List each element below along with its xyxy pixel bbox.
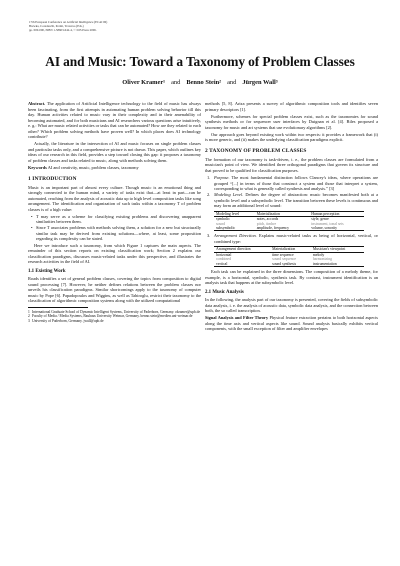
item-number: 3. xyxy=(207,233,211,239)
paragraph: In the following, the analysis part of our taxonomy is presented, covering the fields of subsymbolic data analysis, i. e. the analysis of acoustic data, symbolic data analysis, and the connection between both, the so called transcription. xyxy=(205,297,378,314)
footnote-divider xyxy=(28,307,88,308)
keywords-label: Keywords xyxy=(28,165,47,171)
conference-line: pp. 000-000, ISBN 1-58603-642-4, © IOS Press 2006. xyxy=(29,28,97,33)
item-text: The most fundamental distinction follows Clancey's ideas, where operations are grouped “[...] in terms of those that construct a system and those that interpret a system, corresponding to what is generally called synthesis and analysis.” [3] xyxy=(214,174,378,192)
table-header-cell: Human perception xyxy=(309,211,364,216)
paragraph: The formation of our taxonomy is task-driven, i. e., the problem classes are formulated from a musician's point of view. We identified three orthogonal paradigms that govern its structure and that proved to be qualified for classification purposes. xyxy=(205,156,378,173)
abstract-label: Abstract. xyxy=(28,101,46,106)
list-item-text: Since T associates problems with methods solving them, a solution for a new but structurally similar task may be derived from existing solutions—where, at least, some proposition regarding its complexity can be stated. xyxy=(36,225,201,242)
table-cell: subsymbolic xyxy=(214,226,255,231)
section-heading: 2 TAXONOMY OF PROBLEM CLASSES xyxy=(205,147,307,154)
footnote-marker: 1 xyxy=(28,309,30,314)
paragraph: Furthermore, schemes for special problem classes exist, such as the taxonomies for sound synthesis methods or for sequencer user interfaces by Duignan et al. [4]. Biles proposed a taxonomy for music and art systems that use evolutionary algorithms [2]. xyxy=(205,113,378,130)
conference-line: Brewka, Coradeschi, Perini, Traverso (Eds.) xyxy=(29,24,84,29)
item-label: Arrangement Direction. xyxy=(214,233,257,239)
table-cell: time sequence xyxy=(272,252,294,257)
item-label: Modeling Level. xyxy=(214,192,244,198)
table-cell: amplitude, frequency xyxy=(255,226,310,231)
bullet-icon: • xyxy=(31,213,33,219)
table-cell: sound sequence xyxy=(272,257,297,262)
author-name: Benno Stein² xyxy=(186,79,222,86)
author-conjunction: and xyxy=(171,79,181,86)
paragraph xyxy=(205,315,378,332)
table-header-cell: Materialization xyxy=(270,247,311,252)
author-name: Jürgen Wall³ xyxy=(242,79,278,86)
right-column xyxy=(205,101,378,334)
table-cell: combined xyxy=(216,257,231,262)
subsection-heading: 2.1 Music Analysis xyxy=(205,289,244,295)
subsection-heading: 1.1 Existing Work xyxy=(28,268,66,274)
table-cell: sound xyxy=(216,221,226,226)
paragraph: Each task can be explained in the three dimensions. The composition of a melody theme, for example, is a horizontal, symbolic, synthesis task. By contrast, instrument identification is an analysis task that happens at the subsymbolic level. xyxy=(205,269,378,286)
list-item-text: T may serve as a scheme for classifying existing problems and discovering unapparent similarities between them. xyxy=(36,213,201,225)
keywords xyxy=(28,165,201,171)
table-cell: harmonizing xyxy=(312,257,333,262)
left-column xyxy=(28,101,201,323)
list-item xyxy=(31,214,201,225)
table-cell: horizontal xyxy=(216,252,232,257)
section-heading: 1 INTRODUCTION xyxy=(28,175,77,182)
table-header-cell: Arrangement direction xyxy=(214,247,270,252)
table-cell: melody xyxy=(312,252,325,257)
author-conjunction: and xyxy=(227,79,237,86)
table-cell: pitch, timbre xyxy=(256,221,277,226)
table-row xyxy=(214,226,364,231)
conference-header xyxy=(29,20,229,32)
abstract-text: The application of Artificial Intelligence technology to the field of music has always been fascinating, from the first attempts in automating human problem solving behavior till this day. Human activities related to music vary in their complexity and in their amenability of becoming automated, and for both musicians and AI researchers various questions arise intuitively, e. g.: What are music related activities or tasks that can be automated? How are they related to each other? Which problem solving methods have proven well? In which places does AI technology contribute? xyxy=(28,101,201,140)
paragraph: Music is an important part of almost every culture. Though music is an emotional thing and strongly connected to the human mind, a variety of tasks exist that—at least in part—can be automated, reaching from the analysis of acoustic data up to high level composition tasks like song arrangement. The identification and organization of such tasks within a taxonomy T of problem classes is of a high value: xyxy=(28,184,201,212)
table-cell: symbolic xyxy=(216,217,230,222)
keywords-text: AI and creativity, music, problem classes, taxonomy xyxy=(47,165,139,171)
paragraph: Here we introduce such a taxonomy, from which Figure 1 captures the main aspects. The remainder of this section reports on existing classification work; Section 2 explains our classification paradigms, discusses music-related tasks under this perspective, and illustrates the research activities in the field of AI. xyxy=(28,242,201,265)
footnote-marker: 2 xyxy=(28,314,30,319)
author-name: Oliver Kramer¹ xyxy=(122,79,166,86)
author-list xyxy=(20,79,380,86)
numbered-item xyxy=(205,175,378,192)
item-text: Explains music-related tasks as being of horizontal, vertical, or combined type: xyxy=(214,233,378,244)
table-cell: notes, accords xyxy=(256,217,279,222)
modeling-level-table xyxy=(214,211,364,232)
paper-title: AI and Music: Toward a Taxonomy of Problem Classes xyxy=(45,54,355,69)
table-cell: sound synthesis xyxy=(270,262,311,267)
item-label: Purpose. xyxy=(214,174,230,180)
abstract xyxy=(28,101,201,140)
item-number: 1. xyxy=(207,174,211,180)
footnote-text: University of Paderborn, Germany. jwall@upb.de xyxy=(32,318,104,323)
footnote-text: Faculty of Media / Media Systems, Bauhaus University Weimar, Germany. benno.stein@medien.uni-weimar.de xyxy=(32,314,193,319)
table-header-row xyxy=(214,247,364,252)
item-text: Defines the degree of abstraction: music becomes manifested both at a symbolic level and a subsymbolic level. The transition between these levels is continuous and may form an additional level of sound: xyxy=(214,192,379,209)
footnote-marker: 3 xyxy=(28,318,30,323)
table-cell: instrumentation xyxy=(311,262,364,267)
paragraph: Our approach goes beyond existing work within two respects: it provides a framework that (i) is more generic, and (ii) makes the underlying classification paradigms explicit. xyxy=(205,131,378,143)
paragraph: methods [5, 8]. Ariza presents a survey of algorithmic composition tools and identifies seven primary descriptors [1]. xyxy=(205,101,378,112)
table-header-cell: Musician's viewpoint xyxy=(311,247,364,252)
table-cell: volume, sonority xyxy=(309,226,364,231)
arrangement-direction-table xyxy=(214,246,364,267)
footnote xyxy=(28,319,201,323)
table-cell: vertical xyxy=(214,262,270,267)
numbered-item xyxy=(205,192,378,209)
item-number: 2. xyxy=(207,192,211,198)
paragraph-label: Signal Analysis and Filter Theory xyxy=(205,315,269,321)
table-header-cell: Materialization xyxy=(255,211,310,216)
table-row xyxy=(214,262,364,267)
footnote-text: International Graduate School of Dynamic Intelligent Systems, University of Paderborn, Germany. okramer@upb.de xyxy=(32,309,201,314)
abstract-paragraph: Actually, the literature in the intersection of AI and music focuses on single problem classes and particular tasks only, and a comprehensive picture is not drawn. This paper, which outlines key ideas of our research in this field, provides a step toward closing this gap: it proposes a taxonomy of problem classes and tasks related to music, along with methods solving them. xyxy=(28,141,201,163)
paragraph-text: Physical feature extraction pertains to both horizontal aspects along the time axis and vertical aspects like sound. Sound analysis basically exhibits vertical components, with the small exception of filter and amplifier envelopes xyxy=(205,315,378,332)
table-header-cell: Modeling level xyxy=(214,211,255,216)
conference-line: 17th European Conference on Artificial Intelligence (ECAI 06) xyxy=(29,20,108,24)
table-cell: style, genre xyxy=(311,217,329,222)
table-cell: instrument, tonal sets xyxy=(311,221,344,226)
numbered-item xyxy=(205,233,378,244)
bullet-icon: • xyxy=(31,225,33,231)
list-item xyxy=(31,225,201,242)
paragraph: Roads identifies a set of general problem classes, covering the topics from composition to digital sound processing [7]. However, he neither defines relations between the problem classes nor unveils his classification paradigms. Similar shortcomings apply to the taxonomy of computer music by Pope [6]. Papadopoulos and Wiggins, as well as Tahiroglu, restrict their taxonomy to the classification of algorithmic composition systems along with the utilized computational xyxy=(28,276,201,304)
